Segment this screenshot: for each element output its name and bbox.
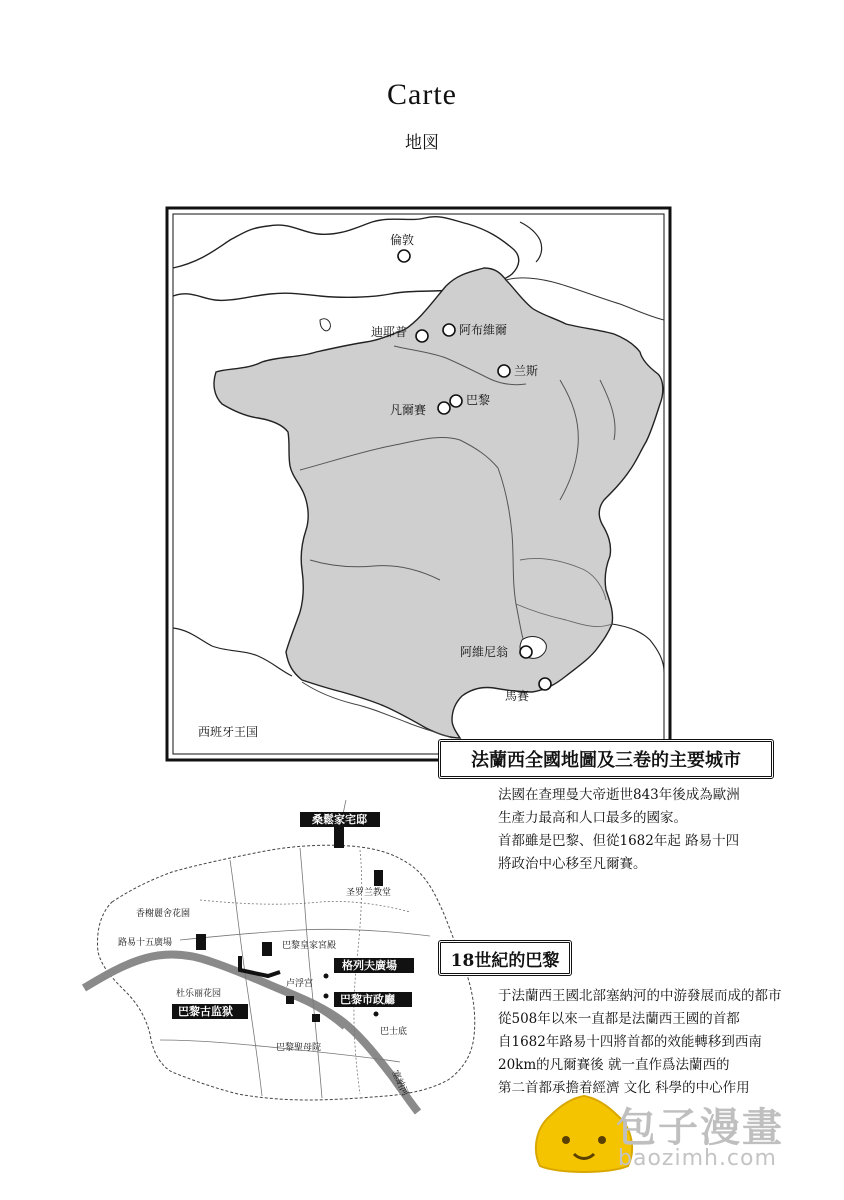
building-marker: [262, 942, 272, 956]
section2-line: 自1682年路易十四將首都的效能轉移到西南: [498, 1034, 762, 1050]
city-marker: [398, 250, 410, 262]
label-bastille: 巴士底: [380, 1027, 408, 1037]
label-louvre: 卢浮宫: [286, 979, 314, 989]
label-palais-royal: 巴黎皇家宮殿: [282, 941, 337, 951]
paris-city-wall: [98, 845, 475, 1100]
city-label: 兰斯: [514, 364, 539, 378]
point-marker: [374, 1012, 379, 1017]
label-champs-elysees: 香榭麗舍花園: [136, 909, 191, 919]
label-place-de-greve: 格列夫廣場: [342, 959, 397, 972]
section2-paragraph: [498, 985, 798, 1100]
label-saint-laurent: 圣罗兰教堂: [346, 888, 392, 898]
label-seine: 塞納河: [389, 1069, 410, 1098]
street: [300, 848, 322, 1098]
building-marker: [286, 996, 294, 1004]
city-marker: [416, 330, 428, 342]
seine-river-paris: [84, 955, 418, 1112]
city-marker: [520, 646, 532, 658]
section1-banner: [438, 739, 774, 779]
city-label: 巴黎: [466, 393, 491, 407]
building-marker: [334, 826, 344, 848]
section2-line: 20km的凡爾賽後 就一直作爲法蘭西的: [498, 1057, 730, 1073]
city-marker: [438, 402, 450, 414]
city-marker: [450, 395, 462, 407]
city-marker: [443, 324, 455, 336]
section2-banner: [438, 940, 572, 976]
point-marker: [324, 974, 329, 979]
label-notre-dame: 巴黎聖母院: [276, 1043, 322, 1053]
page-subtitle: 地図: [405, 133, 439, 153]
section1-line: 將政治中心移至凡爾賽。: [498, 856, 647, 872]
street: [180, 929, 430, 940]
city-label: 凡爾賽: [390, 403, 427, 417]
label-place-louis-xv: 路易十五廣場: [118, 938, 173, 948]
city-reims: [498, 363, 538, 378]
building-marker: [196, 934, 206, 950]
city-label: 阿維尼翁: [460, 645, 509, 659]
section1-line: 首都雖是巴黎、但從1682年起 路易十四: [498, 833, 740, 849]
label-conciergerie: 巴黎古监狱: [178, 1005, 233, 1018]
section2-line: 從508年以來一直都是法蘭西王國的首都: [498, 1011, 740, 1027]
section1-paragraph: [498, 784, 798, 876]
section1-banner-text: 法蘭西全國地圖及三卷的主要城市: [471, 750, 741, 771]
paris-map: [84, 800, 475, 1112]
section2-line: 第二首都承擔着經濟 文化 科學的中心作用: [498, 1080, 750, 1096]
watermark: [528, 1088, 828, 1178]
city-abbeville: [443, 322, 507, 337]
page-title: Carte: [387, 78, 457, 111]
city-marker: [498, 365, 510, 377]
label-tuileries: 杜乐丽花园: [176, 989, 222, 999]
city-label: 迪耶普: [371, 325, 408, 339]
city-marker: [539, 678, 551, 690]
label-sanson-house: 桑鬆家宅邸: [312, 813, 367, 826]
city-label: 馬賽: [505, 689, 530, 703]
watermark-text: 包子漫畫: [616, 1105, 784, 1151]
city-paris: [450, 393, 490, 407]
label-hotel-de-ville: 巴黎市政廳: [340, 993, 395, 1006]
louvre-building: [240, 956, 280, 976]
section2-banner-text: 18世紀的巴黎: [450, 951, 560, 971]
point-marker: [324, 994, 329, 999]
watermark-url: baozimh.com: [618, 1146, 777, 1171]
building-marker: [374, 870, 383, 886]
city-label: 倫敦: [390, 233, 415, 247]
spain-label: 西班牙王国: [198, 725, 259, 739]
building-marker: [312, 1014, 320, 1022]
city-label: 阿布維爾: [459, 323, 508, 337]
section2-line: 于法蘭西王國北部塞納河的中游發展而成的都市: [498, 988, 782, 1004]
section1-line: 生產力最高和人口最多的國家。: [498, 810, 687, 826]
section1-line: 法國在查理曼大帝逝世843年後成為歐洲: [498, 787, 740, 803]
